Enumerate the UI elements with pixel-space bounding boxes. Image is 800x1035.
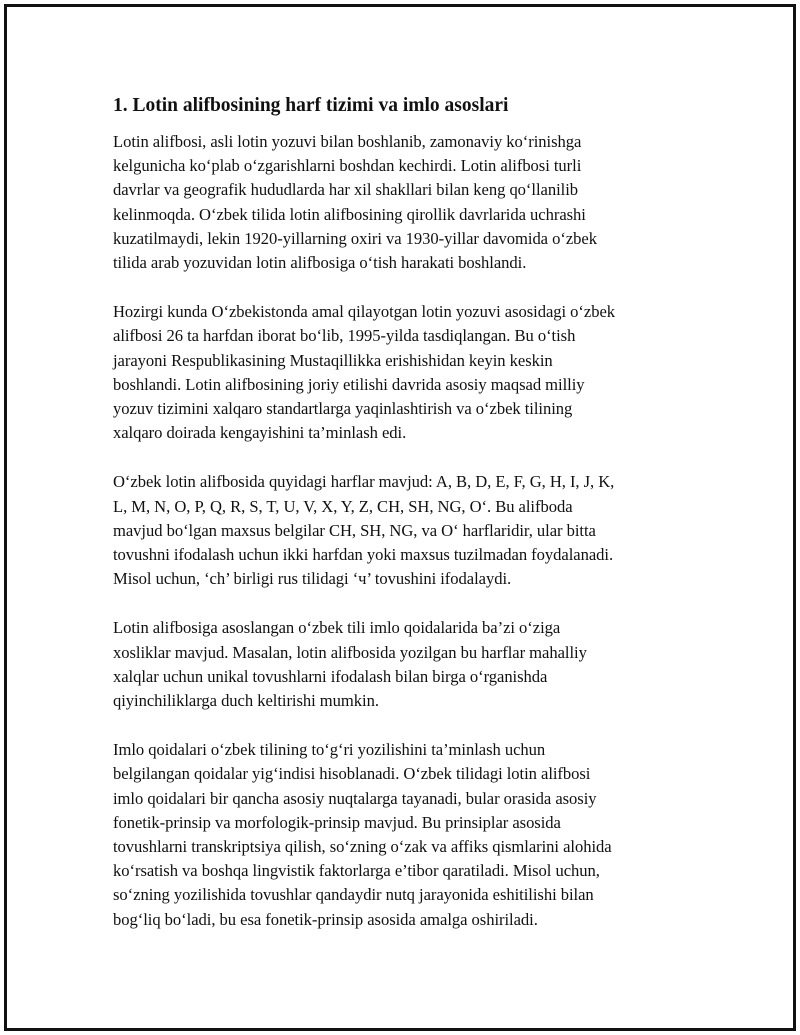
text-line: tovushlarni transkriptsiya qilish, so‘zning o‘zak va affiks qismlarini alohida — [113, 837, 612, 857]
section-heading: 1. Lotin alifbosining harf tizimi va imlo asoslari — [113, 95, 509, 116]
text-line: Imlo qoidalari o‘zbek tilining to‘g‘ri yozilishini ta’minlash uchun — [113, 740, 546, 760]
text-line: ko‘rsatish va boshqa lingvistik faktorlarga e’tibor qaratiladi. Misol uchun, — [113, 861, 600, 881]
text-line: Lotin alifbosiga asoslangan o‘zbek tili imlo qoidalarida ba’zi o‘ziga — [113, 618, 561, 638]
paragraph-5 — [113, 738, 693, 932]
text-line: xosliklar mavjud. Masalan, lotin alifbosida yozilgan bu harflar mahalliy — [113, 642, 587, 662]
text-line: tilida arab yozuvidan lotin alifbosiga o‘tish harakati boshlandi. — [113, 253, 527, 273]
text-line: fonetik-prinsip va morfologik-prinsip mavjud. Bu prinsiplar asosida — [113, 812, 561, 832]
text-line: Lotin alifbosi, asli lotin yozuvi bilan boshlanib, zamonaviy ko‘rinishga — [113, 132, 582, 151]
text-line: belgilangan qoidalar yig‘indisi hisoblanadi. O‘zbek tilidagi lotin alifbosi — [113, 764, 591, 784]
text-line: Misol uchun, ‘ch’ birligi rus tilidagi ‘ч’ tovushini ifodalaydi. — [113, 569, 512, 589]
text-line: kuzatilmaydi, lekin 1920-yillarning oxiri va 1930-yillar davomida o‘zbek — [113, 228, 597, 248]
text-line: xalqaro doirada kengayishini ta’minlash edi. — [113, 423, 407, 443]
text-line: Hozirgi kunda O‘zbekistonda amal qilayotgan lotin yozuvi asosidagi o‘zbek — [113, 302, 616, 322]
text-line: davrlar va geografik hududlarda har xil shakllari bilan keng qo‘llanilib — [113, 180, 579, 200]
paragraph-2 — [113, 300, 693, 445]
paragraph-3 — [113, 470, 693, 591]
text-line: L, M, N, O, P, Q, R, S, T, U, V, X, Y, Z, CH, SH, NG, O‘. Bu alifboda — [113, 496, 573, 516]
text-line: qiyinchiliklarga duch keltirishi mumkin. — [113, 691, 379, 711]
text-line: imlo qoidalari bir qancha asosiy nuqtalarga tayanadi, bular orasida asosiy — [113, 788, 597, 808]
text-line: bog‘liq bo‘ladi, bu esa fonetik-prinsip asosida amalga oshiriladi. — [113, 909, 538, 929]
text-line: tovushni ifodalash uchun ikki harfdan yoki maxsus tuzilmadan foydalanadi. — [113, 545, 614, 565]
text-line: mavjud bo‘lgan maxsus belgilar CH, SH, NG, va O‘ harflaridir, ular bitta — [113, 520, 596, 540]
text-line: kelinmoqda. O‘zbek tilida lotin alifbosining qirollik davrlarida uchrashi — [113, 204, 586, 224]
text-line: jarayoni Respublikasining Mustaqillikka erishishidan keyin keskin — [113, 350, 553, 370]
text-line: xalqlar uchun unikal tovushlarni ifodalash bilan birga o‘rganishda — [113, 666, 548, 686]
text-line: boshlandi. Lotin alifbosining joriy etilishi davrida asosiy maqsad milliy — [113, 374, 585, 394]
text-line: alifbosi 26 ta harfdan iborat bo‘lib, 1995-yilda tasdiqlangan. Bu o‘tish — [113, 326, 576, 346]
paragraph-1 — [113, 130, 693, 275]
text-line: yozuv tizimini xalqaro standartlarga yaqinlashtirish va o‘zbek tilining — [113, 399, 573, 419]
paragraph-4 — [113, 616, 693, 713]
text-line: kelgunicha ko‘plab o‘zgarishlarni boshdan kechirdi. Lotin alifbosi turli — [113, 156, 582, 176]
document-body — [113, 93, 693, 957]
text-line: so‘zning yozilishida tovushlar qandaydir nutq jarayonida eshitilishi bilan — [113, 885, 594, 905]
text-line: O‘zbek lotin alifbosida quyidagi harflar mavjud: A, B, D, E, F, G, H, I, J, K, — [113, 472, 615, 492]
